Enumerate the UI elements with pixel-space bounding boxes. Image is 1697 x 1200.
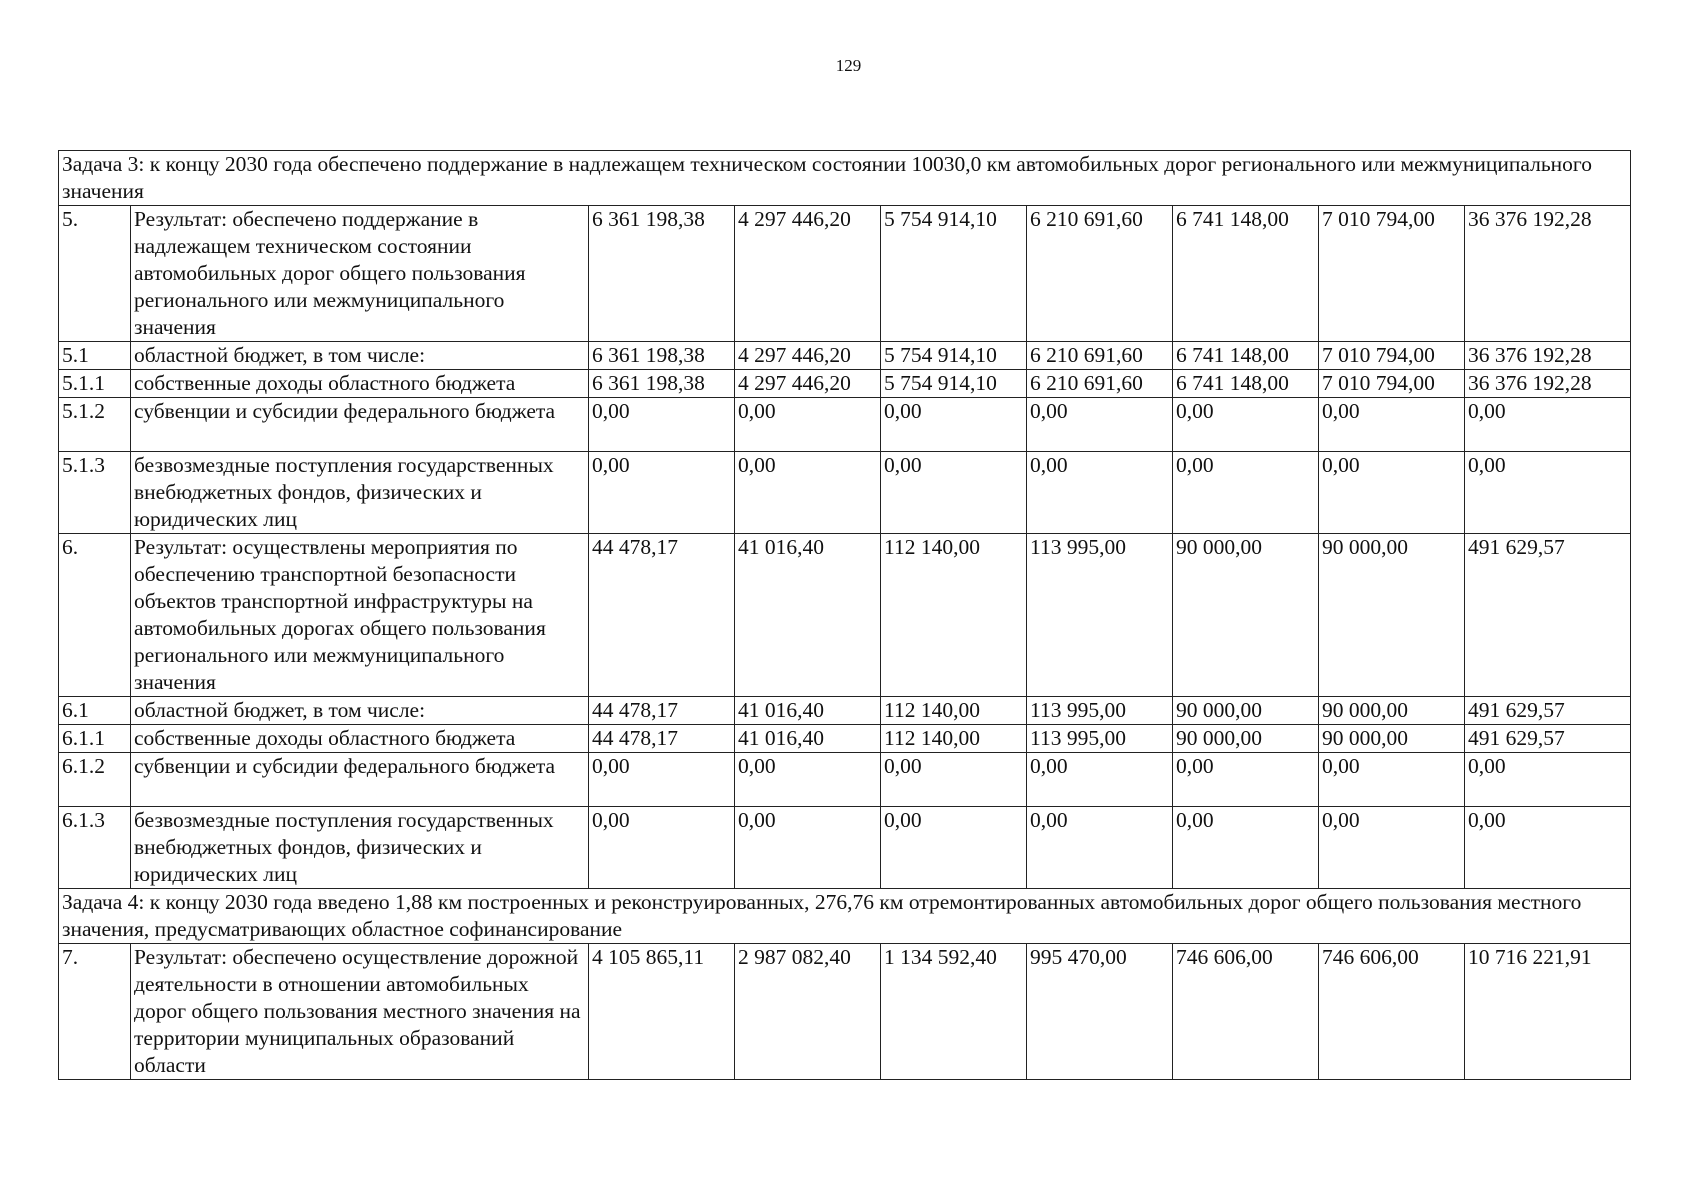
value-cell: 0,00 — [881, 807, 1027, 889]
row-name: безвозмездные поступления государственных внебюджетных фондов, физических и юридических лиц — [131, 452, 589, 534]
row-name: областной бюджет, в том числе: — [131, 697, 589, 725]
row-number: 6.1.3 — [59, 807, 131, 889]
value-cell: 90 000,00 — [1173, 697, 1319, 725]
row-number: 6.1.1 — [59, 725, 131, 753]
row-name: субвенции и субсидии федерального бюджета — [131, 753, 589, 807]
total-cell: 491 629,57 — [1465, 534, 1631, 697]
value-cell: 90 000,00 — [1319, 534, 1465, 697]
value-cell: 0,00 — [735, 753, 881, 807]
value-cell: 6 741 148,00 — [1173, 342, 1319, 370]
row-number: 5.1.3 — [59, 452, 131, 534]
value-cell: 0,00 — [1319, 753, 1465, 807]
table-row — [59, 807, 1631, 889]
page-number: 129 — [835, 56, 862, 75]
table-row — [59, 753, 1631, 807]
value-cell: 746 606,00 — [1173, 944, 1319, 1080]
table-row — [59, 398, 1631, 452]
value-cell: 7 010 794,00 — [1319, 342, 1465, 370]
value-cell: 6 210 691,60 — [1027, 206, 1173, 342]
value-cell: 6 361 198,38 — [589, 206, 735, 342]
value-cell: 0,00 — [1319, 452, 1465, 534]
value-cell: 44 478,17 — [589, 697, 735, 725]
total-cell: 36 376 192,28 — [1465, 370, 1631, 398]
value-cell: 6 741 148,00 — [1173, 370, 1319, 398]
value-cell: 4 297 446,20 — [735, 370, 881, 398]
total-cell: 10 716 221,91 — [1465, 944, 1631, 1080]
value-cell: 4 297 446,20 — [735, 342, 881, 370]
row-number: 5.1.1 — [59, 370, 131, 398]
value-cell: 0,00 — [1173, 398, 1319, 452]
row-name: субвенции и субсидии федерального бюджета — [131, 398, 589, 452]
row-name: собственные доходы областного бюджета — [131, 725, 589, 753]
value-cell: 0,00 — [1173, 807, 1319, 889]
value-cell: 90 000,00 — [1319, 725, 1465, 753]
task-4-heading: Задача 4: к концу 2030 года введено 1,88 км построенных и реконструированных, 276,76 км отремонтированных автомобильных дорог общего пользования местного значения, предусматривающих областное софинансирование — [59, 889, 1631, 944]
value-cell: 113 995,00 — [1027, 725, 1173, 753]
row-number: 7. — [59, 944, 131, 1080]
table-row — [59, 944, 1631, 1080]
task-3-row — [59, 151, 1631, 206]
total-cell: 0,00 — [1465, 807, 1631, 889]
table-row — [59, 452, 1631, 534]
value-cell: 112 140,00 — [881, 534, 1027, 697]
value-cell: 7 010 794,00 — [1319, 370, 1465, 398]
value-cell: 41 016,40 — [735, 697, 881, 725]
table-row — [59, 342, 1631, 370]
value-cell: 0,00 — [1027, 807, 1173, 889]
row-name: областной бюджет, в том числе: — [131, 342, 589, 370]
table-row — [59, 725, 1631, 753]
value-cell: 746 606,00 — [1319, 944, 1465, 1080]
table-row — [59, 370, 1631, 398]
value-cell: 0,00 — [1027, 452, 1173, 534]
row-number: 6. — [59, 534, 131, 697]
total-cell: 0,00 — [1465, 452, 1631, 534]
total-cell: 36 376 192,28 — [1465, 206, 1631, 342]
value-cell: 113 995,00 — [1027, 534, 1173, 697]
row-name: собственные доходы областного бюджета — [131, 370, 589, 398]
row-number: 5. — [59, 206, 131, 342]
row-name: Результат: осуществлены мероприятия по обеспечению транспортной безопасности объектов транспортной инфраструктуры на автомобильных дорогах общего пользования регионального или межмуниципального значения — [131, 534, 589, 697]
value-cell: 6 741 148,00 — [1173, 206, 1319, 342]
value-cell: 44 478,17 — [589, 534, 735, 697]
total-cell: 491 629,57 — [1465, 697, 1631, 725]
value-cell: 6 361 198,38 — [589, 370, 735, 398]
value-cell: 0,00 — [881, 398, 1027, 452]
value-cell: 4 297 446,20 — [735, 206, 881, 342]
row-number: 5.1 — [59, 342, 131, 370]
value-cell: 44 478,17 — [589, 725, 735, 753]
table-row — [59, 697, 1631, 725]
value-cell: 2 987 082,40 — [735, 944, 881, 1080]
row-name: Результат: обеспечено поддержание в надлежащем техническом состоянии автомобильных дорог общего пользования регионального или межмуниципального значения — [131, 206, 589, 342]
value-cell: 1 134 592,40 — [881, 944, 1027, 1080]
task-4-row — [59, 889, 1631, 944]
value-cell: 41 016,40 — [735, 534, 881, 697]
value-cell: 0,00 — [1027, 398, 1173, 452]
value-cell: 0,00 — [735, 398, 881, 452]
row-name: безвозмездные поступления государственных внебюджетных фондов, физических и юридических лиц — [131, 807, 589, 889]
value-cell: 0,00 — [1173, 452, 1319, 534]
value-cell: 113 995,00 — [1027, 697, 1173, 725]
row-name: Результат: обеспечено осуществление дорожной деятельности в отношении автомобильных дорог общего пользования местного значения на территории муниципальных образований области — [131, 944, 589, 1080]
value-cell: 0,00 — [589, 807, 735, 889]
value-cell: 0,00 — [1319, 807, 1465, 889]
value-cell: 4 105 865,11 — [589, 944, 735, 1080]
value-cell: 41 016,40 — [735, 725, 881, 753]
row-number: 6.1.2 — [59, 753, 131, 807]
value-cell: 90 000,00 — [1173, 534, 1319, 697]
value-cell: 7 010 794,00 — [1319, 206, 1465, 342]
table-row — [59, 534, 1631, 697]
value-cell: 90 000,00 — [1173, 725, 1319, 753]
total-cell: 36 376 192,28 — [1465, 342, 1631, 370]
value-cell: 6 361 198,38 — [589, 342, 735, 370]
value-cell: 90 000,00 — [1319, 697, 1465, 725]
value-cell: 112 140,00 — [881, 697, 1027, 725]
value-cell: 0,00 — [589, 753, 735, 807]
value-cell: 0,00 — [735, 807, 881, 889]
budget-table — [58, 150, 1631, 1080]
value-cell: 5 754 914,10 — [881, 206, 1027, 342]
value-cell: 5 754 914,10 — [881, 342, 1027, 370]
value-cell: 0,00 — [881, 753, 1027, 807]
task-3-heading: Задача 3: к концу 2030 года обеспечено поддержание в надлежащем техническом состоянии 10030,0 км автомобильных дорог регионального или межмуниципального значения — [59, 151, 1631, 206]
value-cell: 0,00 — [589, 398, 735, 452]
value-cell: 6 210 691,60 — [1027, 370, 1173, 398]
total-cell: 0,00 — [1465, 753, 1631, 807]
value-cell: 0,00 — [1173, 753, 1319, 807]
value-cell: 0,00 — [589, 452, 735, 534]
value-cell: 0,00 — [735, 452, 881, 534]
row-number: 5.1.2 — [59, 398, 131, 452]
value-cell: 5 754 914,10 — [881, 370, 1027, 398]
value-cell: 6 210 691,60 — [1027, 342, 1173, 370]
row-number: 6.1 — [59, 697, 131, 725]
value-cell: 995 470,00 — [1027, 944, 1173, 1080]
total-cell: 0,00 — [1465, 398, 1631, 452]
total-cell: 491 629,57 — [1465, 725, 1631, 753]
value-cell: 112 140,00 — [881, 725, 1027, 753]
value-cell: 0,00 — [1319, 398, 1465, 452]
table-row — [59, 206, 1631, 342]
value-cell: 0,00 — [881, 452, 1027, 534]
value-cell: 0,00 — [1027, 753, 1173, 807]
